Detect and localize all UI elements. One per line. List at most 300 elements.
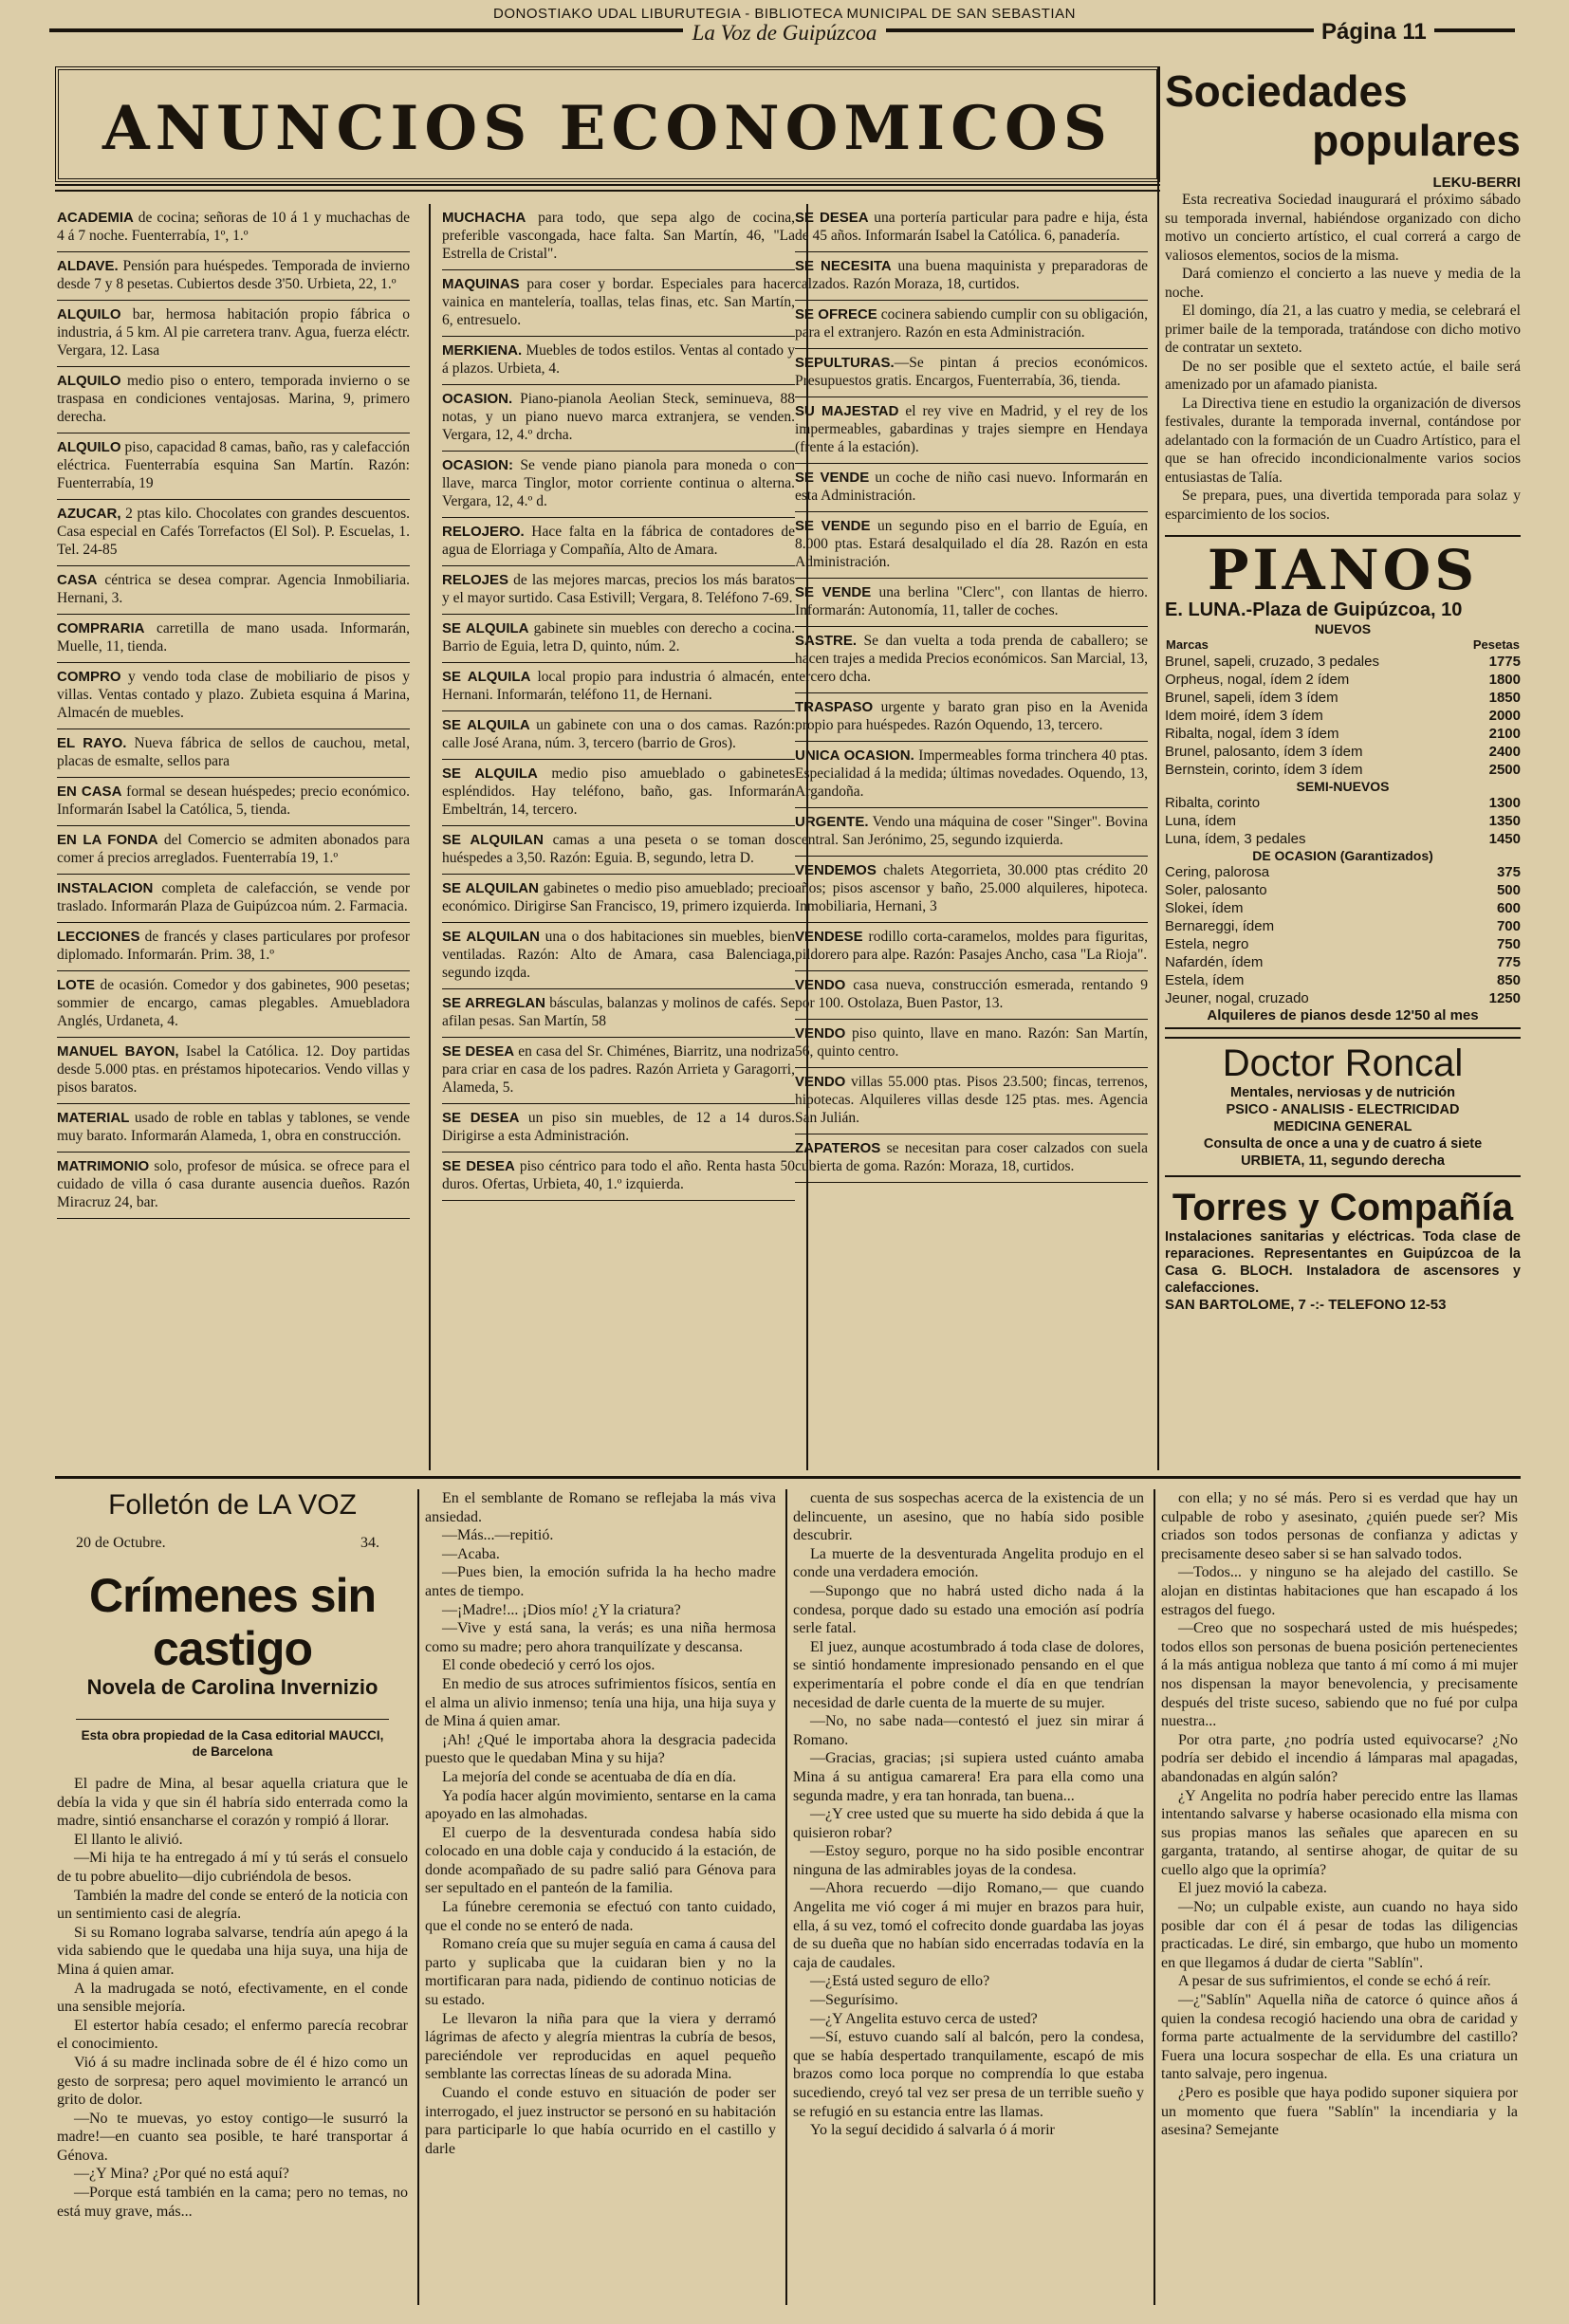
column-divider: [417, 1489, 419, 2305]
classified-ad: [442, 663, 795, 711]
classified-keyword: SE DESEA: [442, 1158, 515, 1174]
classified-keyword: OCASION.: [442, 391, 513, 407]
novel-paragraph: —Estoy seguro, porque no ha sido posible encontrar ninguna de las admirables joyas de la condesa.: [793, 1843, 1144, 1878]
classified-keyword: SEPULTURAS.: [795, 355, 895, 371]
classified-keyword: MATRIMONIO: [57, 1158, 150, 1174]
classified-keyword: SE ALQUILA: [442, 717, 530, 733]
novel-paragraph: El juez, aunque acostumbrado á toda clase de dolores, se sintió hondamente impresionado pensando en el que experimentaría el pobre conde el día en que tendrían necesidad de darle cuenta de la muerte de su mujer.: [793, 1638, 1144, 1711]
classified-ad: [795, 252, 1148, 301]
classified-text: Se vende piano pianola para moneda o con llave, marca Tinglor, motor corriente continua o alterna. Vergara, 12, 4.º d.: [442, 457, 795, 509]
piano-model: Bernareggi, ídem: [1165, 918, 1275, 934]
classified-ad: [795, 1068, 1148, 1134]
piano-price: 1250: [1488, 990, 1521, 1006]
classified-ad: [57, 778, 410, 826]
classified-ad: [57, 433, 410, 500]
piano-model: Estela, ídem: [1165, 972, 1245, 988]
classified-keyword: OCASION:: [442, 457, 513, 473]
classified-text: —Se pintan á precios económicos. Presupuestos gratis. Encargos, Fuenterrabía, 36, tienda.: [795, 355, 1148, 389]
piano-row: [1165, 830, 1521, 848]
piano-model: Estela, negro: [1165, 936, 1249, 952]
classified-ad: [795, 397, 1148, 464]
novel-paragraph: —Ahora recuerdo —dijo Romano,— que cuando Angelita me vió coger á mi mujer en brazos para huir, ella, á su vez, tomó el cofrecito donde guardaba las joyas de su dueña que no habían sido encerradas todavía en la caja de caudales.: [793, 1880, 1144, 1971]
novel-paragraph: En el semblante de Romano se reflejaba la más viva ansiedad.: [425, 1490, 776, 1525]
piano-model: Nafardén, ídem: [1165, 954, 1264, 970]
novel-paragraph: —¿Y cree usted que su muerte ha sido debida á que la quisieron robar?: [793, 1806, 1144, 1841]
classified-keyword: LECCIONES: [57, 929, 140, 945]
novel-paragraph: En medio de sus atroces sufrimientos físicos, sentía en el alma un alivio inmenso; tenía una hija, una hija suya y de Mina á quien amar.: [425, 1675, 776, 1730]
novel-paragraph: El llanto le alivió.: [74, 1831, 183, 1848]
classified-text: completa de calefacción, se vende por traslado. Informarán Plaza de Guipúzcoa núm. 2. Farmacia.: [57, 880, 410, 914]
piano-model: Ribalta, nogal, ídem 3 ídem: [1165, 726, 1339, 742]
piano-row: [1165, 971, 1521, 989]
classified-ad: [442, 760, 795, 826]
classified-text: del Comercio se admiten abonados para comer á precios arreglados. Fuenterrabía 19, 1.º: [57, 832, 410, 866]
classified-text: usado de roble en tablas y tablones, se vende muy barato. Informarán Alameda, 1, obra en construcción.: [57, 1110, 410, 1144]
classified-text: 2 ptas kilo. Chocolates con grandes descuentos. Casa especial en Cafés Torrefactos (El Sol). P. Escuelas, 1. Tel. 24-85: [57, 506, 410, 558]
piano-row: [1165, 881, 1521, 899]
classified-keyword: SE ALQUILA: [442, 669, 531, 685]
classified-ad: [442, 615, 795, 663]
classified-ad: [442, 1104, 795, 1153]
classified-keyword: SU MAJESTAD: [795, 403, 899, 419]
piano-price: 600: [1496, 900, 1521, 916]
novel-paragraph: —¿"Sablín" Aquella niña de catorce ó quince años á quien la condesa recogió haciendo una obra de caridad y forma parte actualmente de la servidumbre del castillo? Fuera una locura sospechar de ella. Es una criatura un tanto salvaje, pero ingenua.: [1161, 1992, 1518, 2083]
classified-ad: [442, 385, 795, 452]
novel-paragraph: —¿Y Angelita estuvo cerca de usted?: [810, 2010, 1038, 2027]
classified-ad: [442, 452, 795, 518]
classified-keyword: MUCHACHA: [442, 210, 526, 226]
section-rule: [55, 1476, 1521, 1479]
classified-keyword: ACADEMIA: [57, 210, 134, 226]
roncal-line: URBIETA, 11, segundo derecha: [1241, 1153, 1445, 1169]
piano-row: [1165, 989, 1521, 1007]
roncal-ad: [1165, 1037, 1521, 1177]
classified-keyword: SE DESEA: [795, 210, 869, 226]
piano-model: Idem moiré, ídem 3 ídem: [1165, 708, 1323, 724]
piano-row: [1165, 917, 1521, 935]
banner-ornament: [55, 184, 1160, 192]
classified-ad: [795, 512, 1148, 579]
novel-paragraph: La muerte de la desventurada Angelita produjo en el conde una verdadera emoción.: [793, 1545, 1144, 1581]
classified-keyword: VENDESE: [795, 929, 863, 945]
roncal-line: MEDICINA GENERAL: [1273, 1119, 1412, 1134]
folleton-column-2: [425, 1489, 776, 2158]
classified-text: rodillo corta-caramelos, moldes para figuritas, pildorero para alpe. Razón: Pasajes Ancho, casa "La Rioja".: [795, 929, 1148, 963]
classified-keyword: SE ALQUILAN: [442, 832, 544, 848]
novel-paragraph: —Creo que no sospechará usted de mis huéspedes; todos ellos son personas de buena posición pertenecientes á la más antigua nobleza que tanto á mí como á mi mujer nos dispensan la mayor benevolencia, y precisamente después del triste suceso, sabiendo que no fué por culpa nuestra...: [1161, 1620, 1518, 1730]
right-column: [1165, 66, 1521, 1318]
folleton-column-1: [57, 1489, 408, 2221]
classifieds-title: ANUNCIOS ECONOMICOS: [102, 93, 1113, 164]
classified-text: de cocina; señoras de 10 á 1 y muchachas de 4 á 7 noche. Fuenterrabía, 1º, 1.º: [57, 210, 410, 244]
classified-ad: [795, 579, 1148, 627]
piano-row: [1165, 743, 1521, 761]
classified-text: medio piso amueblado o gabinetes espléndidos. Hay teléfono, baño, gas. Informarán Embeltrán, 14, tercero.: [442, 765, 795, 818]
classified-ad: [795, 627, 1148, 693]
sociedades-heading: [1165, 66, 1521, 165]
novel-paragraph: —Sí, estuvo cuando salí al balcón, pero la condesa, que se había despertado tranquilamente, escapó de mis brazos como loca porque no comprendía lo que estaba sucediendo, creyó tal vez ser presa de un terrible sueño y se refugió en su estancia entre las llamas.: [793, 2029, 1144, 2120]
piano-price: 1350: [1488, 813, 1521, 829]
classified-ad: [57, 566, 410, 615]
novel-paragraph: —No; un culpable existe, aun cuando no haya sido posible dar con él á pesar de todas las diligencias practicadas. Le diré, sin embargo, que hubo un momento en que llegamos á dudar de cierta "Sablín".: [1161, 1899, 1518, 1971]
classified-ad: [442, 923, 795, 989]
classified-keyword: VENDO: [795, 1025, 846, 1042]
pianos-used-heading: DE OCASION (Garantizados): [1252, 848, 1433, 863]
classified-ad: [57, 1038, 410, 1104]
ads-column-2: [442, 204, 795, 1201]
sociedades-paragraph: Dará comienzo el concierto a las nueve y media de la noche.: [1165, 266, 1521, 301]
classified-text: Hace falta en la fábrica de contadores de agua de Elorriaga y Compañía, Alto de Amara.: [442, 524, 795, 558]
pianos-new-heading: NUEVOS: [1314, 621, 1372, 636]
classified-keyword: ALQUILO: [57, 439, 121, 455]
pianos-address: E. LUNA.-Plaza de Guipúzcoa, 10: [1165, 599, 1463, 620]
classified-ad: [795, 204, 1148, 252]
classified-keyword: RELOJERO.: [442, 524, 525, 540]
novel-author: Novela de Carolina Invernizio: [86, 1675, 378, 1699]
classified-text: Isabel la Católica. 12. Doy partidas desde 5.000 ptas. en préstamos hipotecarios. Vendo villas y pisos baratos.: [57, 1043, 410, 1096]
classified-ad: [57, 252, 410, 301]
classified-ad: [442, 1153, 795, 1201]
classified-text: Se dan vuelta a toda prenda de caballero; se hacen trajes a medida Precios económicos. San Marcial, 13, tercero dcha.: [795, 633, 1148, 685]
classified-ad: [442, 566, 795, 615]
ads-column-3: [795, 204, 1148, 1183]
pianos-price-table: [1165, 636, 1521, 779]
classified-keyword: VENDO: [795, 977, 846, 993]
classified-ad: [442, 204, 795, 270]
classified-text: Muebles de todos estilos. Ventas al contado y á plazos. Urbieta, 4.: [442, 342, 795, 377]
classified-text: se necesitan para coser calzados con suela cubierta de goma. Razón: Moraza, 18, curtidos.: [795, 1140, 1148, 1174]
classified-keyword: ZAPATEROS: [795, 1140, 881, 1156]
sociedades-paragraph: Se prepara, pues, una divertida temporada para solaz y esparcimiento de los socios.: [1165, 488, 1521, 523]
classified-ad: [442, 1038, 795, 1104]
novel-paragraph: —Todos... y ninguno se ha alejado del castillo. Se alojan en distintas habitaciones que han escapado á los estragos del fuego.: [1161, 1564, 1518, 1618]
piano-price: 500: [1496, 882, 1521, 898]
pianos-title: PIANOS: [1207, 538, 1479, 602]
classified-text: una buena maquinista y preparadoras de calzados. Razón Moraza, 18, curtidos.: [795, 258, 1148, 292]
roncal-title: Doctor Roncal: [1222, 1042, 1464, 1084]
classified-text: medio piso o entero, temporada invierno o se traspasa en condiciones ventajosas. Marina, 9, primero derecha.: [57, 373, 410, 425]
novel-paragraph: —¿Está usted seguro de ello?: [810, 1973, 990, 1990]
classified-keyword: UNICA OCASION.: [795, 747, 914, 764]
classified-ad: [57, 923, 410, 971]
roncal-line: PSICO - ANALISIS - ELECTRICIDAD: [1226, 1102, 1460, 1117]
classified-ad: [57, 301, 410, 367]
classified-ad: [57, 615, 410, 663]
novel-paragraph: ¿Y Angelita no podría haber perecido entre las llamas intentando salvarse y haberse ocasionado ella misma con sus propias manos las señales que aparecen en su garganta, tratando, al sentirse ahogar, de quitar de su cuello algo que la oprimía?: [1161, 1787, 1518, 1878]
classified-text: Impermeables forma trinchera 40 ptas. Especialidad á la medida; últimas novedades. Oquendo, 13, Argandoña.: [795, 747, 1148, 800]
classified-text: local propio para industria ó almacén, en Hernani. Informarán, teléfono 11, de Hernani.: [442, 669, 796, 703]
piano-row: [1165, 725, 1521, 743]
classified-ad: [795, 808, 1148, 857]
classified-keyword: VENDEMOS: [795, 862, 877, 878]
classified-ad: [442, 270, 795, 337]
classified-keyword: COMPRARIA: [57, 620, 145, 636]
classified-keyword: SASTRE.: [795, 633, 858, 649]
piano-price: 1800: [1488, 672, 1521, 688]
classified-ad: [442, 875, 795, 923]
classified-ad: [442, 989, 795, 1038]
classified-ad: [57, 971, 410, 1038]
classified-keyword: AZUCAR,: [57, 506, 121, 522]
piano-price: 775: [1496, 954, 1521, 970]
piano-row: [1165, 689, 1521, 707]
roncal-line: Consulta de once a una y de cuatro á siete: [1203, 1136, 1483, 1152]
classified-text: Pensión para huéspedes. Temporada de invierno desde 7 y 8 pesetas. Cubiertos desde 3'50. Urbieta, 22, 1.º: [57, 258, 410, 292]
piano-price: 700: [1496, 918, 1521, 934]
classified-ad: [57, 663, 410, 729]
classified-keyword: SE VENDE: [795, 470, 870, 486]
classified-text: Piano-pianola Aeolian Steck, seminueva, 88 notas, y un piano nuevo marca extranjera, se venden. Vergara, 12, 4.º drcha.: [442, 391, 795, 443]
classified-keyword: SE VENDE: [795, 518, 871, 534]
classified-ad: [795, 971, 1148, 1020]
piano-price: 2000: [1488, 708, 1521, 724]
piano-row: [1165, 671, 1521, 689]
classified-ad: [795, 301, 1148, 349]
piano-model: Cering, palorosa: [1165, 864, 1270, 880]
classified-ad: [442, 337, 795, 385]
classified-text: gabinete sin muebles con derecho a cocina. Barrio de Eguia, letra D, quinto, núm. 2.: [442, 620, 796, 655]
archive-watermark: DONOSTIAKO UDAL LIBURUTEGIA - BIBLIOTECA MUNICIPAL DE SAN SEBASTIAN: [493, 6, 1076, 22]
novel-paragraph: A la madrugada se notó, efectivamente, en el conde una sensible mejoría.: [57, 1980, 408, 2016]
folleton-column-3: [793, 1489, 1144, 2140]
novel-rights: Esta obra propiedad de la Casa editorial MAUCCI, de Barcelona: [76, 1719, 389, 1760]
classified-text: un gabinete con una o dos camas. Razón: calle José Arana, núm. 3, tercero (barrio de Gros).: [442, 717, 795, 751]
classified-ad: [442, 518, 795, 566]
classified-text: una berlina "Clerc", con llantas de hierro. Informarán: Autonomía, 11, taller de coches.: [795, 584, 1148, 618]
classified-keyword: EN LA FONDA: [57, 832, 158, 848]
classified-text: un segundo piso en el barrio de Eguía, en 8.000 ptas. Estará desalquilado el día 28. Razón en esta Administración.: [795, 518, 1148, 570]
novel-paragraph: —Gracias, gracias; ¡si supiera usted cuánto amaba Mina á su antigua camarera! Era para ella como una segunda madre, y era tan honrada, tan buena...: [793, 1750, 1144, 1804]
classified-text: una o dos habitaciones sin muebles, bien ventiladas. Razón: Alto de Amara, casa Balenciaga, segundo izqda.: [442, 929, 795, 981]
classified-keyword: EN CASA: [57, 784, 122, 800]
novel-paragraph: —Más...—repitió.: [442, 1527, 554, 1544]
classified-keyword: SE NECESITA: [795, 258, 892, 274]
sociedades-body: [1165, 191, 1521, 524]
novel-paragraph: Romano creía que su mujer seguía en cama á causa del parto y suplicaba que la cuidaran bien y no la mortificaran para nada, pidiendo de continuo noticias de su estado.: [425, 1936, 776, 2009]
classified-keyword: URGENTE.: [795, 814, 869, 830]
piano-model: Brunel, sapeli, cruzado, 3 pedales: [1165, 654, 1379, 670]
classified-ad: [442, 826, 795, 875]
classified-text: piso céntrico para todo el año. Renta hasta 50 duros. Ofertas, Urbieta, 40, 1.º izquierda.: [442, 1158, 796, 1192]
classified-text: de las mejores marcas, precios los más baratos y el mayor surtido. Casa Estivill; Vergara, 8. Teléfono 7-69.: [442, 572, 795, 606]
novel-title: Crímenes sin castigo: [88, 1569, 376, 1675]
classified-text: para coser y bordar. Especiales para hacer vainica en mantelería, toallas, telas finas, etc. San Martín, 6, entresuelo.: [442, 276, 795, 328]
piano-price: 1850: [1488, 690, 1521, 706]
classified-keyword: MERKIENA.: [442, 342, 523, 359]
piano-row: [1165, 812, 1521, 830]
classified-text: una portería particular para padre e hija, ésta de 45 años. Informarán Isabel la Católica. 6, panadería.: [795, 210, 1148, 244]
classified-ad: [57, 875, 410, 923]
novel-paragraph: —Pues bien, la emoción sufrida la ha hecho madre antes de tiempo.: [425, 1564, 776, 1599]
classified-keyword: MATERIAL: [57, 1110, 130, 1126]
classified-keyword: INSTALACION: [57, 880, 154, 896]
piano-price: 1775: [1488, 654, 1521, 670]
classified-ad: [795, 349, 1148, 397]
novel-paragraph: con ella; y no sé más. Pero si es verdad que hay un culpable de robo y asesinato, ¿quién puede ser? Mis criados son todos personas de confianza y adictas y precisamente deseo saber si se han salvado todos.: [1161, 1490, 1518, 1562]
piano-row: [1165, 653, 1521, 671]
classified-text: céntrica se desea comprar. Agencia Inmobiliaria. Hernani, 3.: [57, 572, 410, 606]
classified-text: cocinera sabiendo cumplir con su obligación, para el extranjero. Razón en esta Administración.: [795, 306, 1148, 341]
pianos-rental: Alquileres de pianos desde 12'50 al mes: [1207, 1007, 1479, 1024]
classified-text: villas 55.000 ptas. Pisos 23.500; fincas, terrenos, hipotecas. Alquileres villas desde 125 ptas. mes. Agencia San Julián.: [795, 1074, 1148, 1126]
sociedades-paragraph: Esta recreativa Sociedad inaugurará el próximo sábado su temporada invernal, habiéndose organizado con dicho motivo un concierto artístico, el cual correrá a cargo de valiosos elementos, socios de la misma.: [1165, 192, 1521, 264]
novel-paragraph: —Supongo que no habrá usted dicho nada á la condesa, porque dado su estado una emoción así podría serle fatal.: [793, 1582, 1144, 1637]
novel-paragraph: —Porque está también en la cama; pero no temas, no está muy grave, más...: [57, 2185, 408, 2220]
piano-row: [1165, 953, 1521, 971]
novel-paragraph: —Segurísimo.: [810, 1992, 898, 2009]
classified-text: carretilla de mano usada. Informarán, Muelle, 11, tienda.: [57, 620, 410, 655]
classified-ad: [57, 367, 410, 433]
classified-keyword: MAQUINAS: [442, 276, 520, 292]
folleton-column-4: [1161, 1489, 1518, 2140]
torres-title: Torres y Compañía: [1172, 1187, 1514, 1228]
classified-text: urgente y barato gran piso en la Avenida propio para huéspedes. Razón Oquendo, 13, tercero.: [795, 699, 1148, 733]
piano-model: Brunel, sapeli, ídem 3 ídem: [1165, 690, 1338, 706]
classified-ad: [57, 204, 410, 252]
piano-price: 375: [1496, 864, 1521, 880]
sociedades-title-line1: Sociedades: [1165, 66, 1408, 116]
classified-ad: [57, 826, 410, 875]
classified-ad: [57, 729, 410, 778]
classified-keyword: SE ALQUILAN: [442, 880, 539, 896]
novel-paragraph: —No, no sabe nada—contestó el juez sin mirar á Romano.: [793, 1713, 1144, 1748]
piano-price: 1300: [1488, 795, 1521, 811]
classified-text: piso quinto, llave en mano. Razón: San Martín, 56, quinto centro.: [795, 1025, 1148, 1060]
pianos-seminew-heading: SEMI-NUEVOS: [1296, 779, 1390, 794]
classified-text: formal se desean huéspedes; precio económico. Informarán Isabel la Católica, 5, tienda.: [57, 784, 410, 818]
novel-paragraph: ¡Ah! ¿Qué le importaba ahora la desgracia padecida puesto que le quedaban Mina y su hija?: [425, 1731, 776, 1767]
piano-row: [1165, 899, 1521, 917]
folleton-number: 34.: [360, 1535, 379, 1551]
classified-keyword: SE DESEA: [442, 1043, 515, 1060]
novel-paragraph: —No te muevas, yo estoy contigo—le susurró la madre!—en cuanto sea posible, te haré transportar á Génova.: [57, 2110, 408, 2164]
novel-paragraph: Cuando el conde estuvo en situación de poder ser interrogado, el juez instructor se personó en su habitación para participarle lo que había ocurrido en el castillo y darle: [425, 2085, 776, 2157]
classified-text: gabinetes o medio piso amueblado; precio económico. Dirigirse San Francisco, 19, primero izquierda.: [442, 880, 795, 914]
column-divider: [1154, 1489, 1155, 2305]
piano-model: Bernstein, corinto, ídem 3 ídem: [1165, 762, 1363, 778]
sociedades-title-line2: populares: [1312, 116, 1521, 165]
column-divider: [429, 204, 431, 1470]
classified-ad: [442, 711, 795, 760]
classified-keyword: VENDO: [795, 1074, 846, 1090]
col-marcas: Marcas: [1166, 637, 1209, 652]
classified-text: bar, hermosa habitación propio fábrica o industria, á 5 km. Al pie carretera tranv. Agua, fuerza eléctr. Vergara, 12. Lasa: [57, 306, 410, 359]
classified-keyword: CASA: [57, 572, 98, 588]
novel-paragraph: El conde obedeció y cerró los ojos.: [442, 1657, 655, 1674]
classified-keyword: LOTE: [57, 977, 95, 993]
novel-paragraph: —¿Y Mina? ¿Por qué no está aquí?: [74, 2166, 289, 2183]
piano-row: [1165, 707, 1521, 725]
classified-text: piso, capacidad 8 camas, baño, ras y calefacción eléctrica. Fuenterrabía esquina San Martín. Razón: Fuenterrabía, 19: [57, 439, 410, 491]
piano-row: [1165, 761, 1521, 779]
piano-price: 1450: [1488, 831, 1521, 847]
classified-ad: [795, 742, 1148, 808]
novel-paragraph: La fúnebre ceremonia se efectuó con tanto cuidado, que el conde no se enteró de nada.: [425, 1899, 776, 1934]
novel-paragraph: cuenta de sus sospechas acerca de la existencia de un delincuente, un asesino, que no había sido posible descubrir.: [793, 1490, 1144, 1544]
classified-keyword: MANUEL BAYON,: [57, 1043, 179, 1060]
piano-model: Slokei, ídem: [1165, 900, 1244, 916]
classified-keyword: ALQUILO: [57, 373, 121, 389]
classified-text: el rey vive en Madrid, y el rey de los impermeables, gabardinas y trajes siempre en Hendaya (frente á la estación).: [795, 403, 1148, 455]
classified-keyword: RELOJES: [442, 572, 509, 588]
classified-text: camas a una peseta o se toman dos huéspedes a 3,50. Razón: Eguia. B, segundo, letra D.: [442, 832, 795, 866]
novel-paragraph: Ya podía hacer algún movimiento, sentarse en la cama apoyado en las almohadas.: [425, 1787, 776, 1823]
classified-ad: [57, 1153, 410, 1219]
novel-paragraph: Vió á su madre inclinada sobre de él é hizo como un gesto de sorpresa; pero aquel movimiento le arrancó un grito de dolor.: [57, 2054, 408, 2109]
novel-paragraph: Si su Romano lograba salvarse, tendría aún apego á la vida sabiendo que le quedaba una hija suya, una hija de Mina á quien amar.: [57, 1924, 408, 1978]
newspaper-title: La Voz de Guipúzcoa: [683, 21, 887, 45]
classified-keyword: EL RAYO.: [57, 735, 127, 751]
classified-text: casa nueva, construcción esmerada, rentando 9 por 100. Ostolaza, Buen Pastor, 13.: [795, 977, 1148, 1011]
torres-text: Instalaciones sanitarias y eléctricas. Toda clase de reparaciones. Representantes en Guipúzcoa de la Casa G. BLOCH. Instaladora de ascensores y calefacciones.: [1165, 1229, 1521, 1296]
col-pesetas: Pesetas: [1472, 637, 1520, 652]
classified-ad: [795, 464, 1148, 512]
novel-paragraph: La mejoría del conde se acentuaba de día en día.: [442, 1768, 737, 1785]
novel-paragraph: —Acaba.: [442, 1545, 500, 1562]
piano-model: Luna, ídem: [1165, 813, 1237, 829]
piano-price: 750: [1496, 936, 1521, 952]
classified-text: Nueva fábrica de sellos de cauchou, metal, placas de esmalte, sellos para: [57, 735, 410, 769]
pianos-ad: [1165, 535, 1521, 1029]
classified-keyword: SE ALQUILA: [442, 765, 538, 782]
novel-paragraph: El estertor había cesado; el enfermo parecía recobrar el conocimiento.: [57, 2017, 408, 2053]
piano-price: 850: [1496, 972, 1521, 988]
classified-text: y vendo toda clase de mobiliario de pisos y villas. Ventas contado y plazo. Zubieta esquina á Marina, Almacén de muebles.: [57, 669, 410, 721]
classified-keyword: ALQUILO: [57, 306, 121, 323]
classified-ad: [795, 1134, 1148, 1183]
folleton-date: 20 de Octubre.: [76, 1535, 166, 1551]
novel-paragraph: También la madre del conde se enteró de la noticia con un sentimiento casi de alegría.: [57, 1887, 408, 1923]
piano-model: Orpheus, nogal, ídem 2 ídem: [1165, 672, 1350, 688]
classified-text: básculas, balanzas y molinos de cafés. Se afilan pesas. San Martín, 58: [442, 995, 796, 1029]
classified-text: Vendo una máquina de coser "Singer". Bovina central. San Jerónimo, 25, segundo izquierda.: [795, 814, 1148, 848]
piano-row: [1165, 794, 1521, 812]
classified-text: chalets Ategorrieta, 30.000 ptas crédito 20 años; pisos ascensor y baño, 25.000 alquileres, hipoteca. Inmobiliaria, Hernani, 3: [795, 862, 1148, 914]
classified-keyword: TRASPASO: [795, 699, 874, 715]
piano-model: Soler, palosanto: [1165, 882, 1267, 898]
novel-paragraph: A pesar de sus sufrimientos, el conde se echó á reír.: [1178, 1973, 1491, 1990]
torres-ad: [1165, 1185, 1521, 1318]
classified-keyword: SE ALQUILA: [442, 620, 529, 636]
page-header: [0, 0, 1569, 51]
column-divider: [785, 1489, 787, 2305]
classified-text: de francés y clases particulares por profesor diplomado. Informarán. Prim. 38, 1.º: [57, 929, 410, 963]
piano-model: Jeuner, nogal, cruzado: [1165, 990, 1309, 1006]
sociedades-subtitle: LEKU-BERRI: [1432, 175, 1521, 191]
classifieds-banner: [55, 66, 1160, 182]
novel-paragraph: Yo la seguí decidido á salvarla ó á morir: [810, 2122, 1055, 2139]
classified-text: en casa del Sr. Chiménes, Biarritz, una nodriza para criar en casa de los padres. Razón Arrieta y Garagorri, Alameda, 5.: [442, 1043, 796, 1096]
piano-model: Brunel, palosanto, ídem 3 ídem: [1165, 744, 1363, 760]
classified-ad: [57, 500, 410, 566]
novel-paragraph: —Vive y está sana, la verás; es una niña hermosa como su madre; pero ahora tranquilízate y descansa.: [425, 1620, 776, 1655]
novel-paragraph: El padre de Mina, al besar aquella criatura que le debía la vida y que sin él habría sido enterrada como la madre, sintió ensancharse el corazón y rompió á llorar.: [57, 1776, 408, 1830]
piano-model: Ribalta, corinto: [1165, 795, 1261, 811]
piano-model: Luna, ídem, 3 pedales: [1165, 831, 1306, 847]
classified-keyword: COMPRO: [57, 669, 121, 685]
roncal-line: Mentales, nerviosas y de nutrición: [1230, 1085, 1455, 1100]
piano-price: 2100: [1488, 726, 1521, 742]
classified-text: un piso sin muebles, de 12 a 14 duros. Dirigirse a esta Administración.: [442, 1110, 795, 1144]
classified-keyword: SE VENDE: [795, 584, 872, 600]
novel-paragraph: Por otra parte, ¿no podría usted equivocarse? ¿No podría ser debido el incendio á lámparas mal apagadas, abandonadas en algún salón?: [1161, 1731, 1518, 1785]
classified-ad: [795, 923, 1148, 971]
sociedades-paragraph: El domingo, día 21, a las cuatro y media, se celebrará el primer baile de la temporada, tratándose con dicho motivo de contratar un sexteto.: [1165, 303, 1521, 356]
piano-price: 2500: [1488, 762, 1521, 778]
classified-ad: [795, 857, 1148, 923]
classified-keyword: ALDAVE.: [57, 258, 119, 274]
sociedades-paragraph: La Directiva tiene en estudio la organización de diversos festivales, durante la temporada invernal, contándose por adelantado con la formación de un Cuadro Artístico, para el que se han ofrecido incondicionalmente varios socios entusiastas de Talía.: [1165, 395, 1521, 486]
